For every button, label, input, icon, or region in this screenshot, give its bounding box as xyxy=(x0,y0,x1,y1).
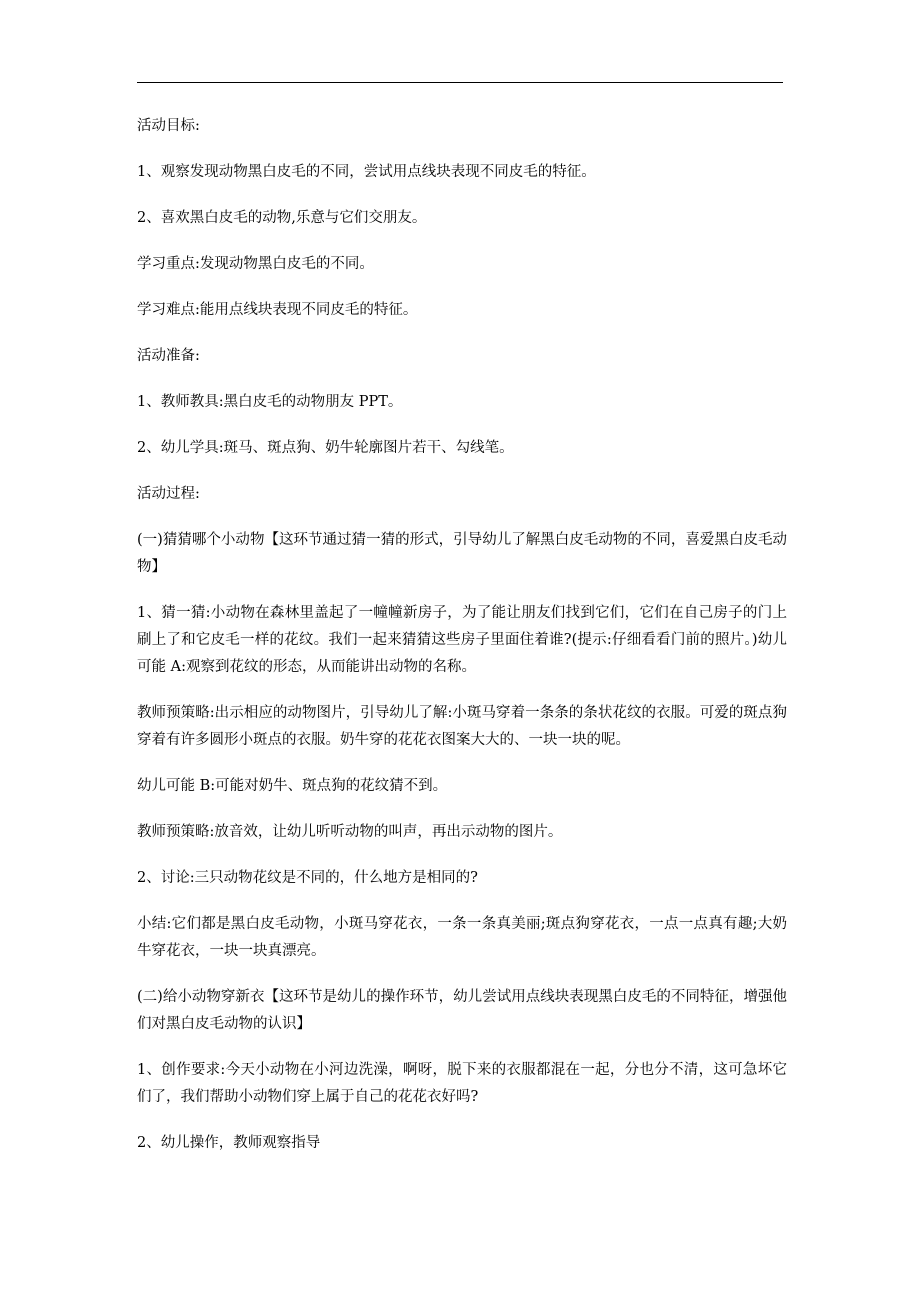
paragraph-summary: 小结:它们都是黑白皮毛动物，小斑马穿花衣，一条一条真美丽;斑点狗穿花衣，一点一点真有趣;大奶牛穿花衣，一块一块真漂亮。 xyxy=(137,916,787,959)
paragraph-preparation-heading: 活动准备: xyxy=(137,348,200,364)
paragraph-section-2-title: (二)给小动物穿新衣【这环节是幼儿的操作环节，幼儿尝试用点线块表现黑白皮毛的不同特征，增强他们对黑白皮毛动物的认识】 xyxy=(137,989,787,1032)
document-body xyxy=(137,113,787,1176)
paragraph-difficult-point: 学习难点:能用点线块表现不同皮毛的特征。 xyxy=(137,302,418,318)
paragraph-teacher-strategy-b: 教师预策略:放音效，让幼儿听听动物的叫声，再出示动物的图片。 xyxy=(137,824,563,840)
paragraph-child-materials: 2、幼儿学具:斑马、斑点狗、奶牛轮廓图片若干、勾线笔。 xyxy=(137,440,514,456)
paragraph-process-heading: 活动过程: xyxy=(137,486,200,502)
paragraph-child-operation: 2、幼儿操作，教师观察指导 xyxy=(137,1135,321,1151)
paragraph-teacher-materials: 1、教师教具:黑白皮毛的动物朋友 PPT。 xyxy=(137,394,403,410)
header-divider xyxy=(137,82,783,83)
paragraph-guess-activity: 1、猜一猜:小动物在森林里盖起了一幢幢新房子，为了能让朋友们找到它们，它们在自己房子的门上刷上了和它皮毛一样的花纹。我们一起来猜猜这些房子里面住着谁?(提示:仔细看看门前的照片。)幼儿可能 A:观察到花纹的形态，从而能讲出动物的名称。 xyxy=(137,605,787,675)
paragraph-creation-requirements: 1、创作要求:今天小动物在小河边洗澡，啊呀，脱下来的衣服都混在一起，分也分不清，这可急坏它们了，我们帮助小动物们穿上属于自己的花花衣好吗? xyxy=(137,1062,787,1105)
paragraph-child-possibility-b: 幼儿可能 B:可能对奶牛、斑点狗的花纹猜不到。 xyxy=(137,778,448,794)
paragraph-activity-goals-heading: 活动目标: xyxy=(137,118,200,134)
paragraph-key-point: 学习重点:发现动物黑白皮毛的不同。 xyxy=(137,256,374,272)
paragraph-section-1-title: (一)猜猜哪个小动物【这环节通过猜一猜的形式，引导幼儿了解黑白皮毛动物的不同，喜爱黑白皮毛动物】 xyxy=(137,532,787,575)
paragraph-goal-2: 2、喜欢黑白皮毛的动物,乐意与它们交朋友。 xyxy=(137,210,427,226)
paragraph-teacher-strategy-a: 教师预策略:出示相应的动物图片，引导幼儿了解:小斑马穿着一条条的条状花纹的衣服。可爱的斑点狗穿着有许多圆形小斑点的衣服。奶牛穿的花花衣图案大大的、一块一块的呢。 xyxy=(137,705,787,748)
paragraph-discussion: 2、讨论:三只动物花纹是不同的，什么地方是相同的? xyxy=(137,870,478,886)
paragraph-goal-1: 1、观察发现动物黑白皮毛的不同，尝试用点线块表现不同皮毛的特征。 xyxy=(137,164,596,180)
